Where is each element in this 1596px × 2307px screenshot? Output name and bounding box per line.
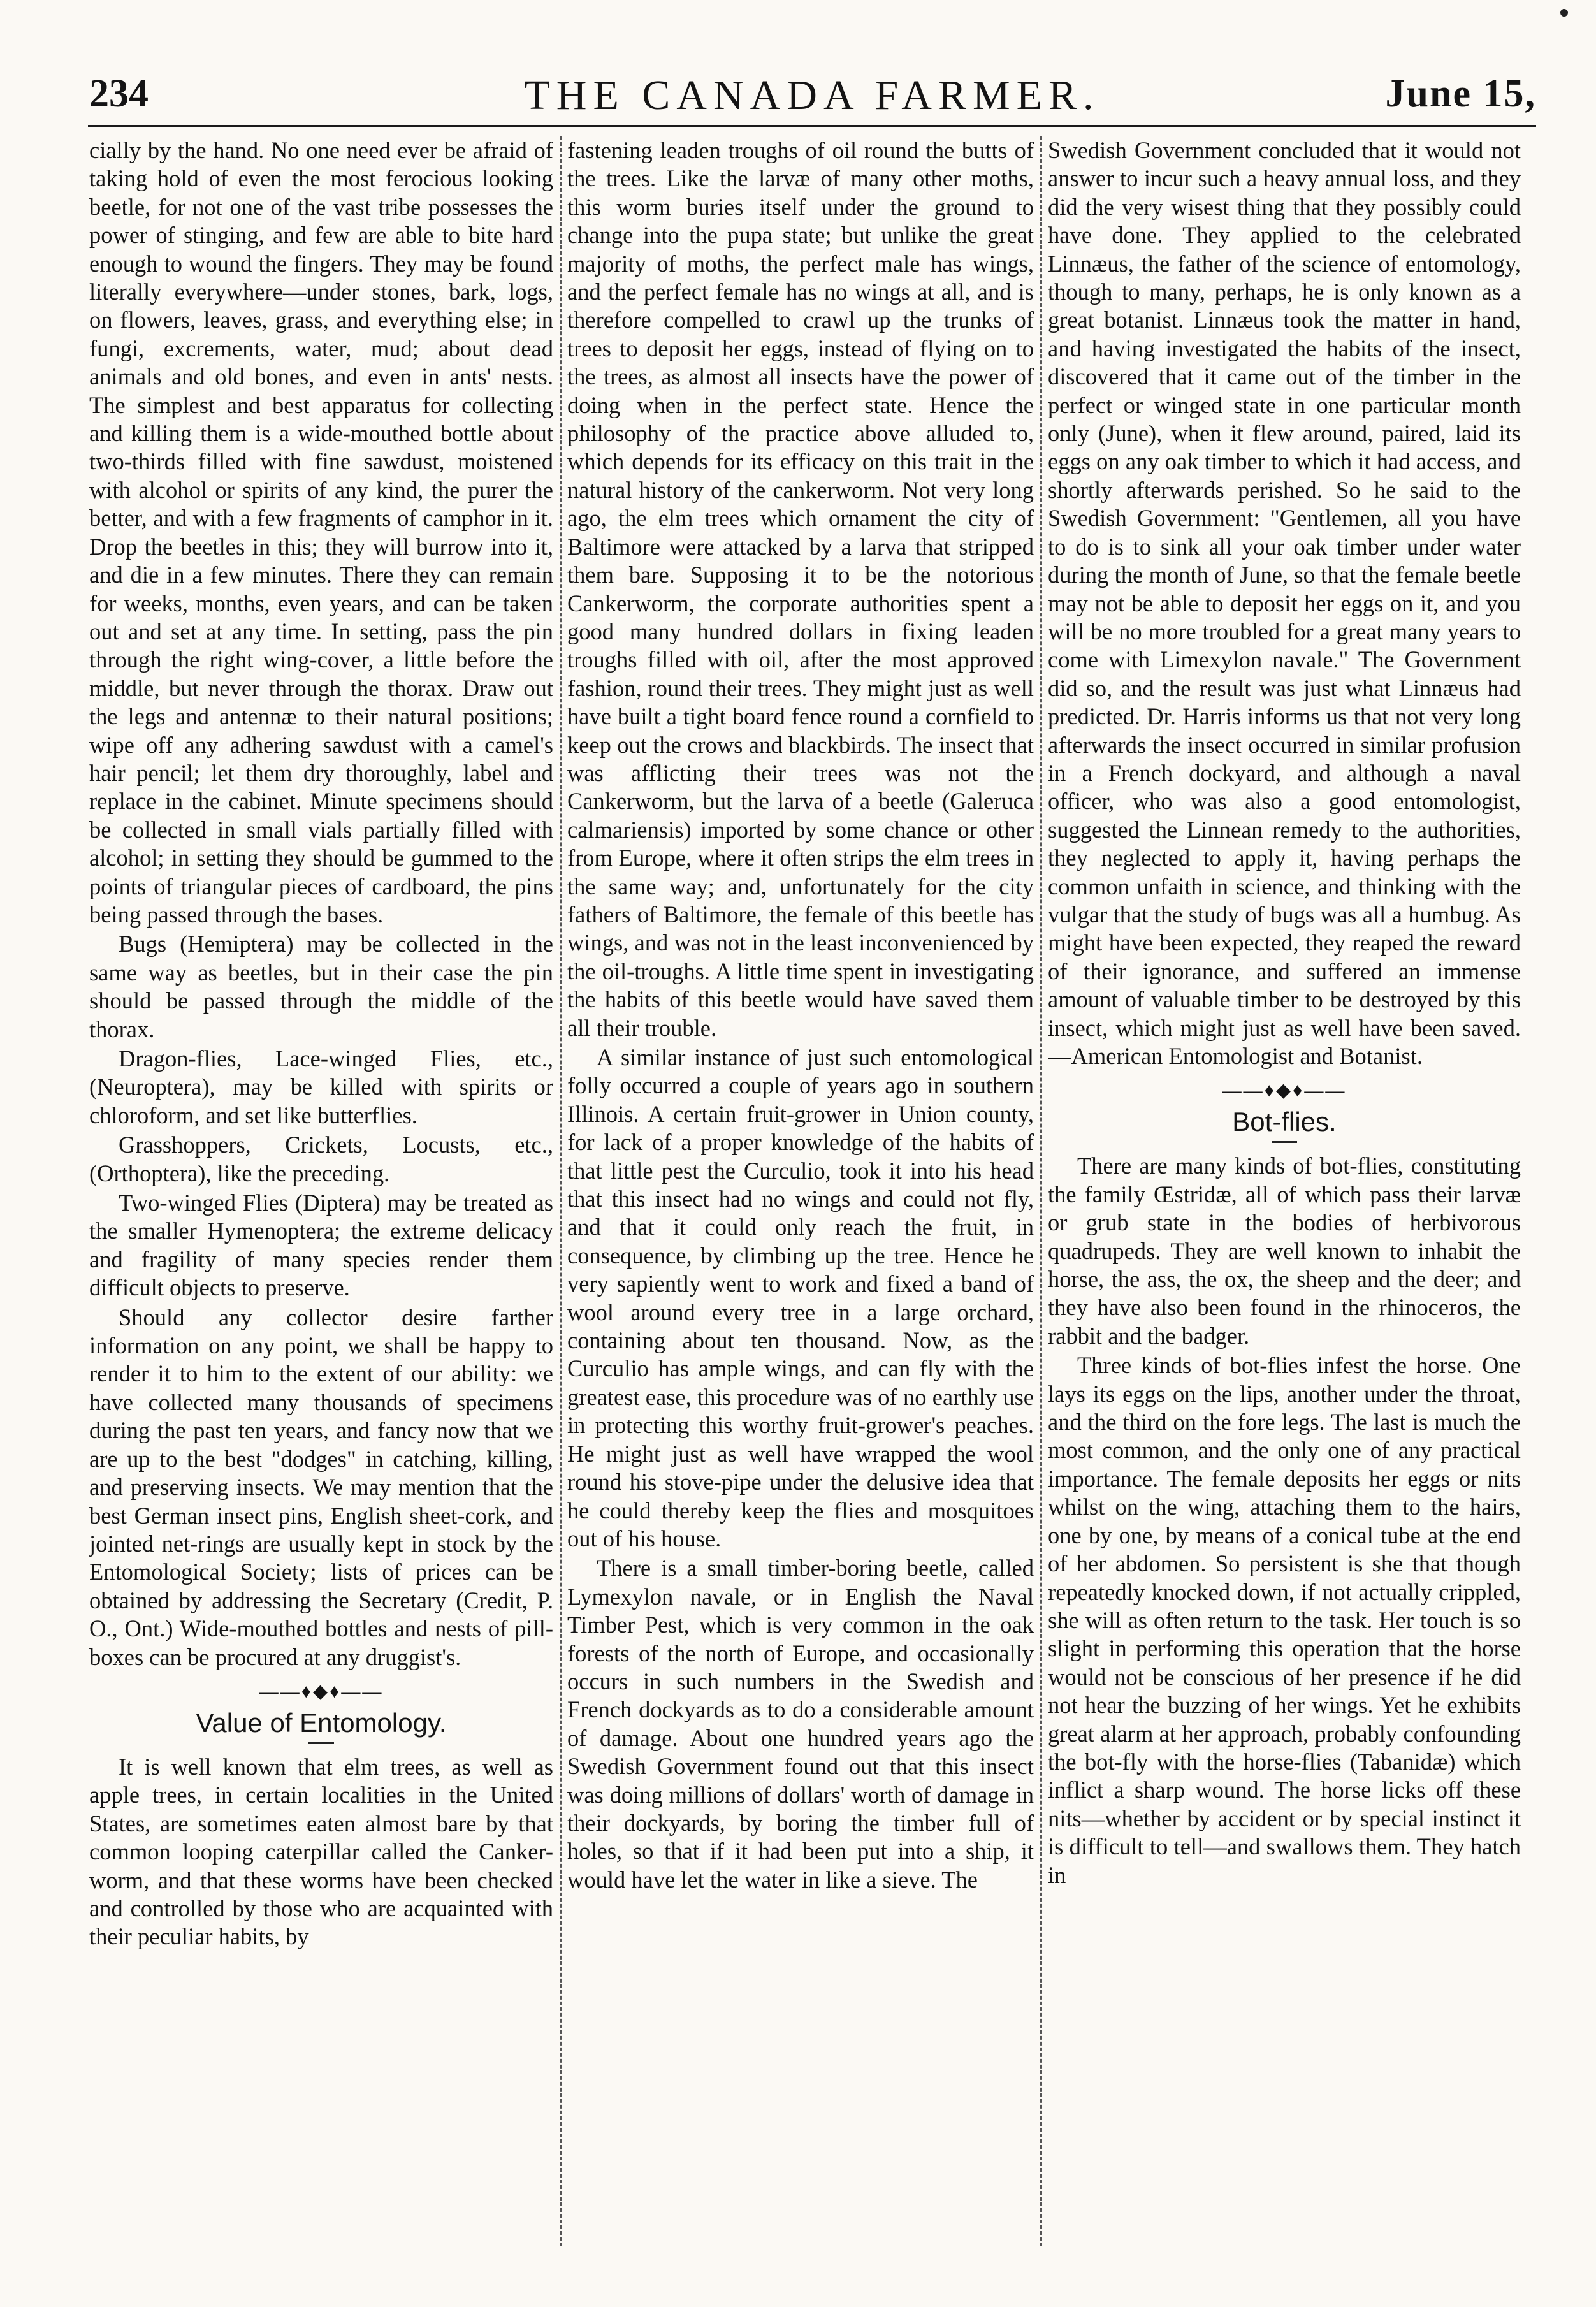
paragraph: fastening leaden troughs of oil round the butts of the trees. Like the larvæ of many other moths, this worm buries itself under the ground to change into the pupa state; but unlike the great majority of moths, the perfect male has wings, and the perfect female has no wings at all, and is therefore compelled to crawl up the trunks of trees to deposit her eggs, instead of flying on to the trees, as almost all insects have the power of doing when in the perfect state. Hence the philosophy of the practice above alluded to, which depends for its efficacy on this trait in the natural history of the cankerworm. Not very long ago, the elm trees which ornament the city of Baltimore were attacked by a larva that stripped them bare. Supposing it to be the notorious Cankerworm, the corporate authorities spent a good many hundred dollars in fixing leaden troughs filled with oil, after the most approved fashion, round their trees. They might just as well have built a tight board fence round a cornfield to keep out the crows and blackbirds. The insect that was afflicting their trees was not the Cankerworm, but the larva of a beetle (Galeruca calmariensis) imported by some chance or other from Europe, where it often strips the elm trees in the same way; and, unfortunately for the city fathers of Baltimore, the female of this beetle has wings, and was not in the least inconvenienced by the oil-troughs. A little time spent in investigating the habits of this beetle would have saved them all their trouble. xyxy=(567,137,1034,1041)
paragraph: Two-winged Flies (Diptera) may be treated as the smaller Hymenoptera; the extreme delicacy and fragility of many species render them difficult objects to preserve. xyxy=(89,1190,553,1301)
section-heading: Value of Entomology. xyxy=(196,1707,447,1738)
paragraph: Swedish Government concluded that it would not answer to incur such a heavy annual loss, and they did the very wisest thing that they possibly could have done. They applied to the celebrated Linnæus, the father of the science of entomology, though to many, perhaps, he is only known as a great botanist. Linnæus took the matter in hand, and having investigated the habits of the insect, discovered that it came out of the timber in the perfect or winged state in one particular month only (June), when it flew around, paired, laid its eggs on any oak timber to which it had access, and shortly afterwards perished. So he said to the Swedish Government: "Gentlemen, all you have to do is to sink all your oak timber under water during the month of June, so that the female beetle may not be able to deposit her eggs on it, and you will be no more troubled for a great many years to come with Limexylon navale." The Government did so, and the result was just what Linnæus had predicted. Dr. Harris informs us that not very long afterwards the insect occurred in similar profusion in a French dockyard, and although a naval officer, who was also a good entomologist, suggested the Linnean remedy to the authorities, they neglected to apply it, having perhaps the common unfaith in science, and thinking with the vulgar that the study of bugs was all a humbug. As might have been expected, they reaped the reward of their ignorance, and suffered an immense amount of valuable timber to be destroyed by this insect, which might just as well have been saved.—American Entomologist and Botanist. xyxy=(1048,137,1521,1069)
column-divider xyxy=(1040,136,1042,2246)
column-divider xyxy=(560,136,562,2246)
paragraph: Three kinds of bot-flies infest the horse. One lays its eggs on the lips, another under the throat, and the third on the fore legs. The last is much the most common, and the only one of any practical importance. The female deposits her eggs or nits whilst on the wing, attaching them to the hairs, one by one, by means of a conical tube at the end of her abdomen. So persistent is she that though repeatedly knocked down, if not actually crippled, she will as often return to the task. Her touch is so slight in performing this operation that the horse would not be conscious of her presence if he did not hear the buzzing of her wings. Yet he exhibits great alarm at her approach, probably confounding the bot-fly with the horse-flies (Tabanidæ) which inflict a sharp wound. The horse licks off these nits—whether by accident or by special instinct it is difficult to tell—and swallows them. They hatch in xyxy=(1048,1352,1521,1888)
paragraph: Grasshoppers, Crickets, Locusts, etc., (Orthoptera), like the preceding. xyxy=(89,1132,553,1186)
paragraph: Dragon-flies, Lace-winged Flies, etc., (Neuroptera), may be killed with spirits or chloroform, and set like butterflies. xyxy=(89,1045,553,1128)
publication-title: THE CANADA FARMER. xyxy=(524,72,1100,119)
heading-dash xyxy=(308,1742,334,1744)
ink-dot xyxy=(1560,9,1568,17)
page-number: 234 xyxy=(89,72,149,115)
issue-date: June 15, xyxy=(1385,72,1536,115)
section-heading: Bot-flies. xyxy=(1232,1107,1337,1137)
paragraph: cially by the hand. No one need ever be afraid of taking hold of even the most ferocious looking beetle, for not one of the vast tribe possesses the power of stinging, and few are able to bite hard enough to wound the fingers. They may be found literally everywhere—under stones, bark, logs, on flowers, leaves, grass, and everything else; in fungi, excrements, water, mud; about dead animals and old bones, and even in ants' nests. The simplest and best apparatus for collecting and killing them is a wide-mouthed bottle about two-thirds filled with fine sawdust, moistened with alcohol or spirits of any kind, the purer the better, and with a few fragments of camphor in it. Drop the beetles in this; they will burrow into it, and die in a few minutes. There they can remain for weeks, months, even years, and can be taken out and set at any time. In setting, pass the pin through the right wing-cover, a little before the middle, but never through the thorax. Draw out the legs and antennæ to their natural positions; wipe off any adhering sawdust with a camel's hair pencil; let them dry thoroughly, label and replace in the cabinet. Minute specimens should be collected in small vials partially filled with alcohol; in setting they should be gummed to the points of triangular pieces of cardboard, the pins being passed through the bases. xyxy=(89,137,553,928)
paragraph: It is well known that elm trees, as well as apple trees, in certain localities in the United States, are sometimes eaten almost bare by that common looping caterpillar called the Canker-worm, and that these worms have been checked and controlled by those who are acquainted with their peculiar habits, by xyxy=(89,1753,553,1950)
section-ornament: ——♦◆♦—— xyxy=(259,1680,384,1702)
column-1 xyxy=(89,136,553,2246)
paragraph: A similar instance of just such entomological folly occurred a couple of years ago in southern Illinois. A certain fruit-grower in Union county, for lack of a proper knowledge of the habits of that little pest the Curculio, took it into his head that this insect had no wings and could not fly, and that it could only reach the fruit, in consequence, by climbing up the tree. Hence he very sapiently went to work and fixed a band of wool around every tree in a large orchard, containing about ten thousand. Now, as the Curculio has ample wings, and can fly with the greatest ease, this procedure was of no earthly use in protecting this worthy fruit-grower's peaches. He might just as well have wrapped the wool round his stove-pipe under the delusive idea that he could thereby keep the flies and mosquitoes out of his house. xyxy=(567,1044,1034,1552)
paragraph: There are many kinds of bot-flies, constituting the family Œstridæ, all of which pass their larvæ or grub state in the bodies of herbivorous quadrupeds. They are well known to inhabit the horse, the ass, the ox, the sheep and the deer; and they have also been found in the rhinoceros, the rabbit and the badger. xyxy=(1048,1153,1521,1349)
paragraph: There is a small timber-boring beetle, called Lymexylon navale, or in English the Naval Timber Pest, which is very common in the oak forests of the north of Europe, and occasionally occurs in such numbers in the Swedish and French dockyards as to do a considerable amount of damage. About one hundred years ago the Swedish Government found out that this insect was doing millions of dollars' worth of damage in their dockyards, by boring the timber full of holes, so that if it had been put into a ship, it would have let the water in like a sieve. The xyxy=(567,1555,1034,1893)
paragraph: Bugs (Hemiptera) may be collected in the same way as beetles, but in their case the pin should be passed through the middle of the thorax. xyxy=(89,931,553,1042)
column-3 xyxy=(1048,136,1521,2246)
column-2 xyxy=(567,136,1034,2246)
header-rule xyxy=(88,125,1536,127)
section-ornament: ——♦◆♦—— xyxy=(1222,1080,1347,1102)
heading-dash xyxy=(1272,1141,1297,1143)
paragraph: Should any collector desire farther information on any point, we shall be happy to render it to him to the extent of our ability: we have collected many thousands of specimens during the past ten years, and fancy now that we are up to the best "dodges" in catching, killing, and preserving insects. We may mention that the best German insect pins, English sheet-cork, and jointed net-rings are usually kept in stock by the Entomological Society; lists of prices can be obtained by addressing the Secretary (Credit, P. O., Ont.) Wide-mouthed bottles and nests of pill-boxes can be procured at any druggist's. xyxy=(89,1304,553,1670)
